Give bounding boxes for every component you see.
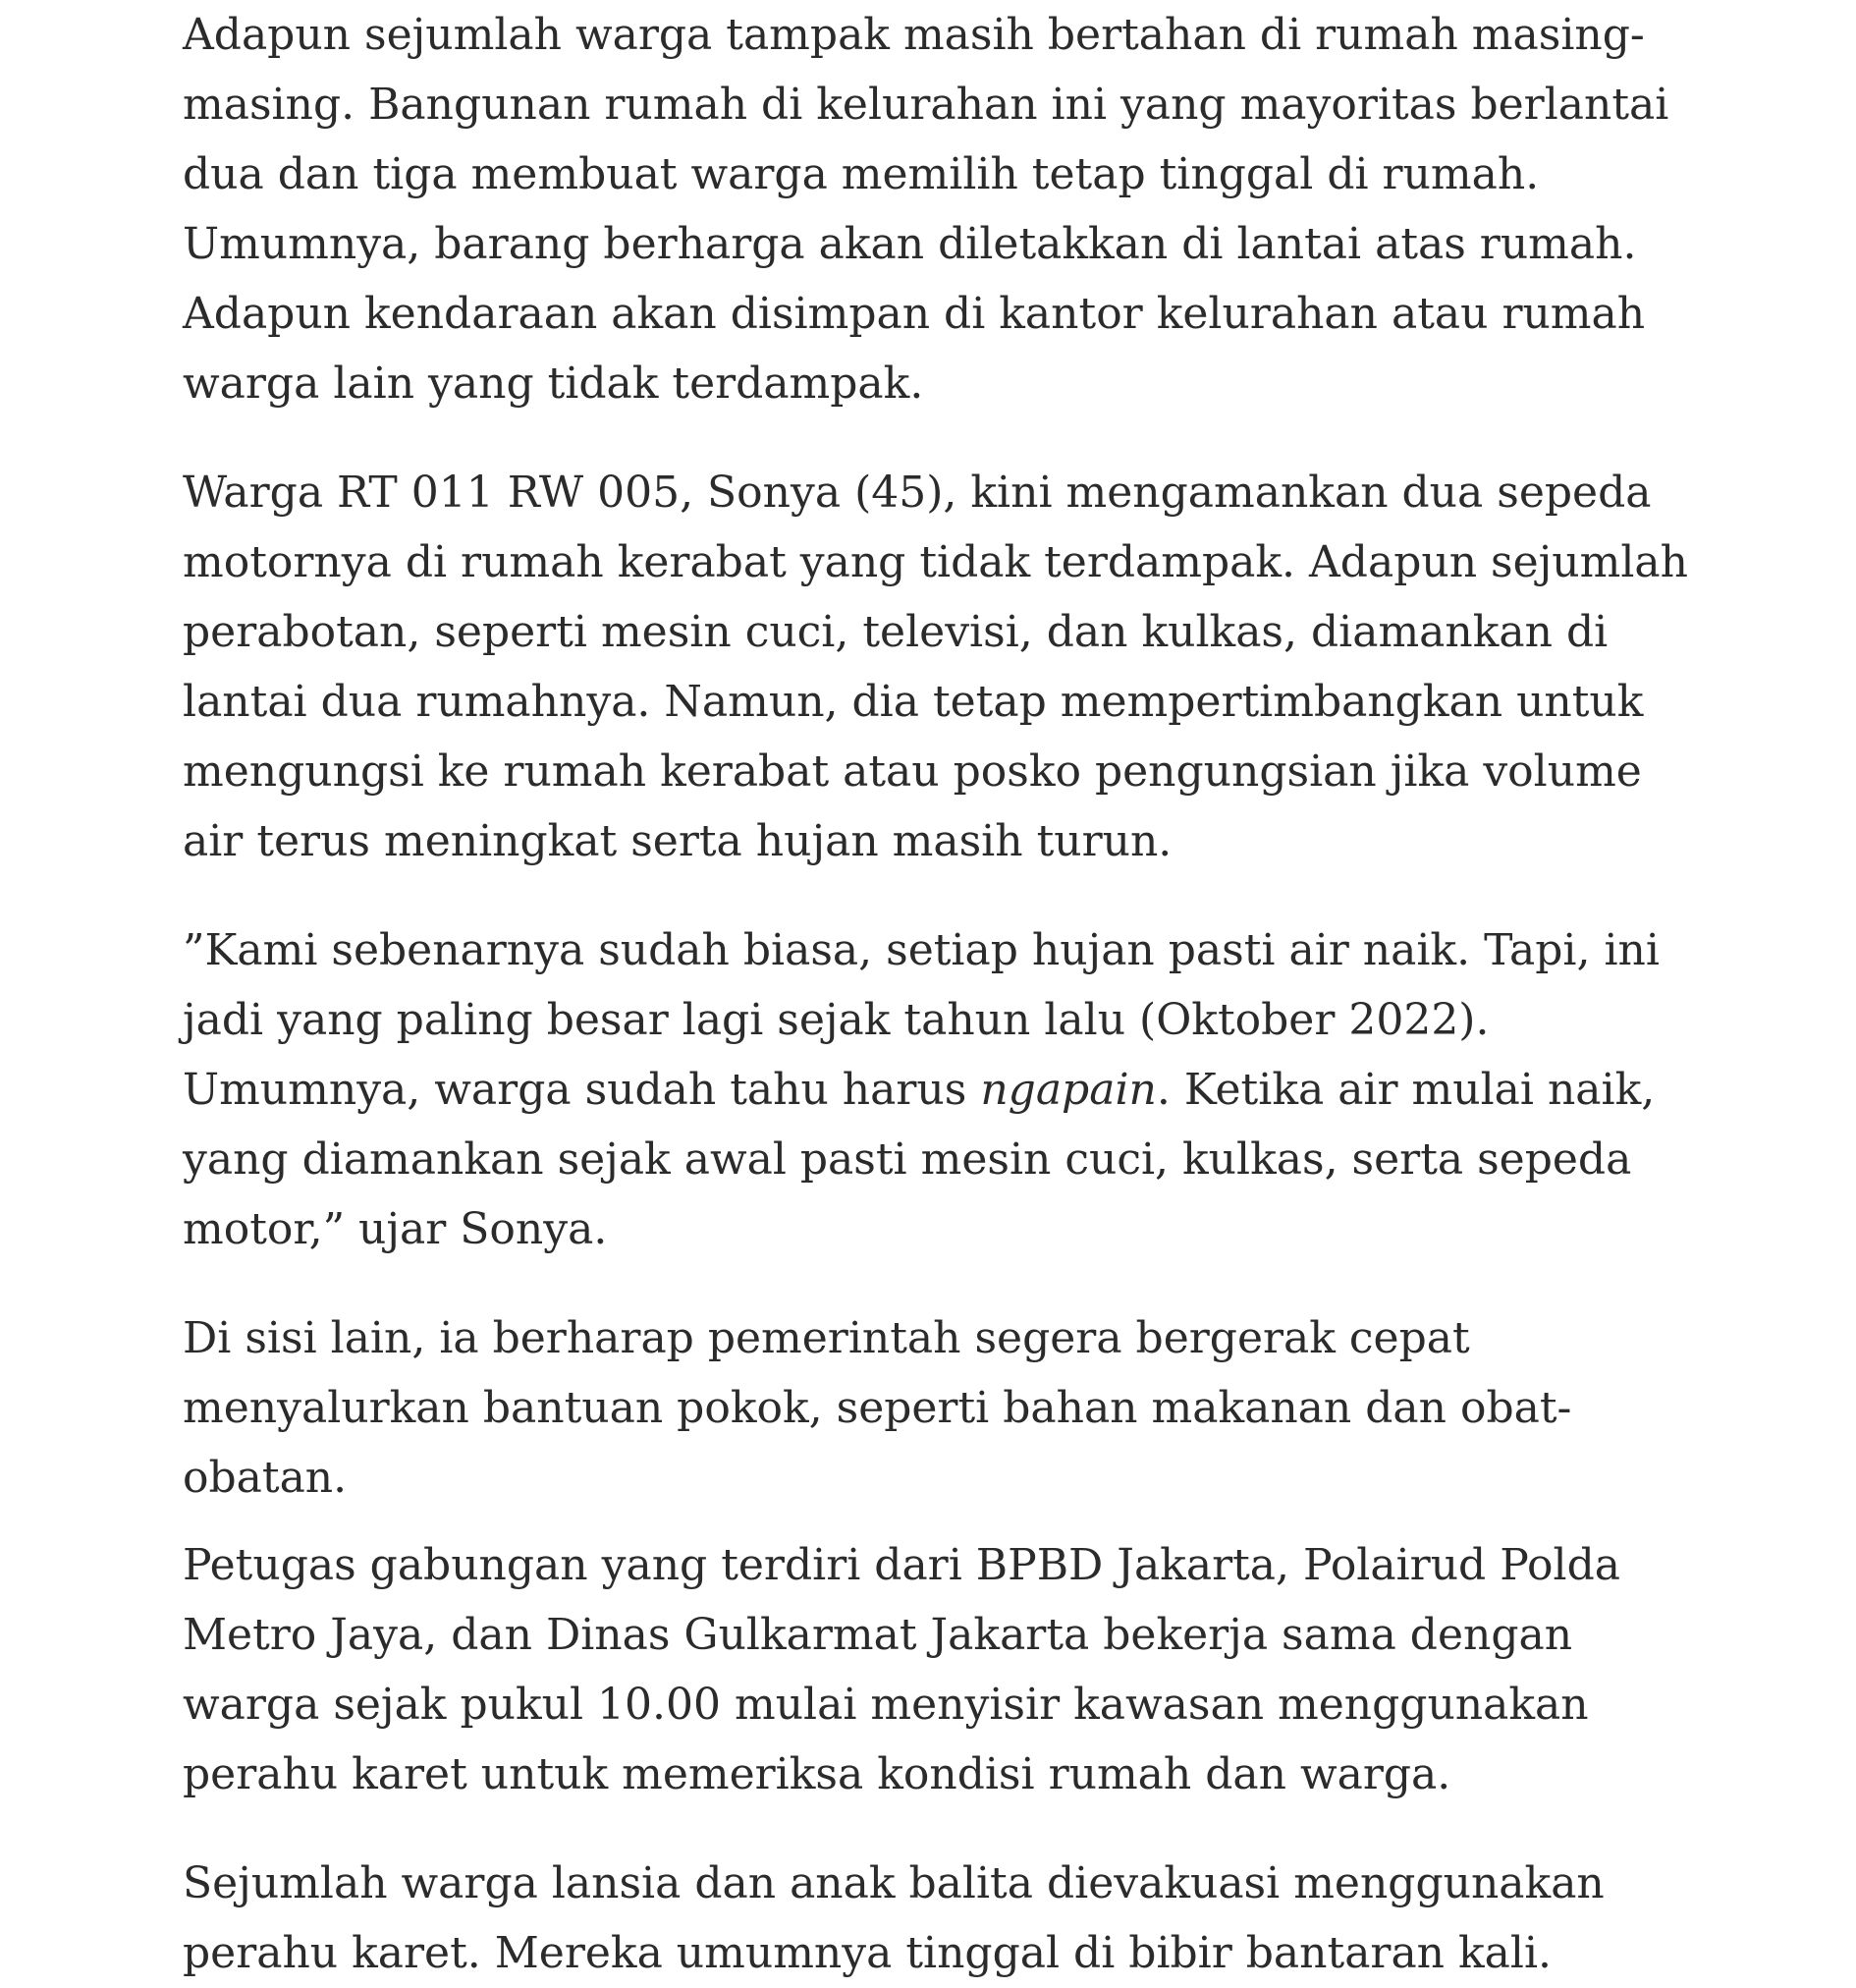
paragraph-evacuation: Sejumlah warga lansia dan anak balita dievakuasi menggunakan perahu karet. Mereka umumnya tinggal di bibir bantaran kali. bbox=[183, 1858, 1605, 1978]
quote-text-after: . Ketika air mulai naik, yang diamankan sejak awal pasti mesin cuci, kulkas, serta sepeda motor,” ujar Sonya. bbox=[183, 1065, 1656, 1254]
quote-text-before: ”Kami sebenarnya sudah biasa, setiap hujan pasti air naik. Tapi, ini jadi yang paling besar lagi sejak tahun lalu (Oktober 2022). Umumnya, warga sudah tahu harus bbox=[183, 925, 1660, 1115]
paragraph-sonya-belongings: Warga RT 011 RW 005, Sonya (45), kini mengamankan dua sepeda motornya di rumah kerabat yang tidak terdampak. Adapun sejumlah perabotan, seperti mesin cuci, televisi, dan kulkas, diamankan di lantai dua rumahnya. Namun, dia tetap mempertimbangkan untuk mengungsi ke rumah kerabat atau posko pengungsian jika volume air terus meningkat serta hujan masih turun. bbox=[183, 468, 1688, 866]
paragraph-residents-stay: Adapun sejumlah warga tampak masih bertahan di rumah masing-masing. Bangunan rumah di kelurahan ini yang mayoritas berlantai dua dan tiga membuat warga memilih tetap tinggal di rumah. Umumnya, barang berharga akan diletakkan di lantai atas rumah. Adapun kendaraan akan disimpan di kantor kelurahan atau rumah warga lain yang tidak terdampak. bbox=[183, 10, 1669, 409]
paragraph-aid-hope: Di sisi lain, ia berharap pemerintah segera bergerak cepat menyalurkan bantuan pokok, seperti bahan makanan dan obat-obatan. bbox=[183, 1313, 1572, 1503]
paragraph-sonya-quote bbox=[183, 915, 1695, 1264]
paragraph-joint-officers: Petugas gabungan yang terdiri dari BPBD Jakarta, Polairud Polda Metro Jaya, dan Dinas Gulkarmat Jakarta bekerja sama dengan warga sejak pukul 10.00 mulai menyisir kawasan menggunakan perahu karet untuk memeriksa kondisi rumah dan warga. bbox=[183, 1540, 1620, 1799]
article-body bbox=[183, 0, 1695, 1988]
quote-italic-word: ngapain bbox=[980, 1065, 1157, 1115]
